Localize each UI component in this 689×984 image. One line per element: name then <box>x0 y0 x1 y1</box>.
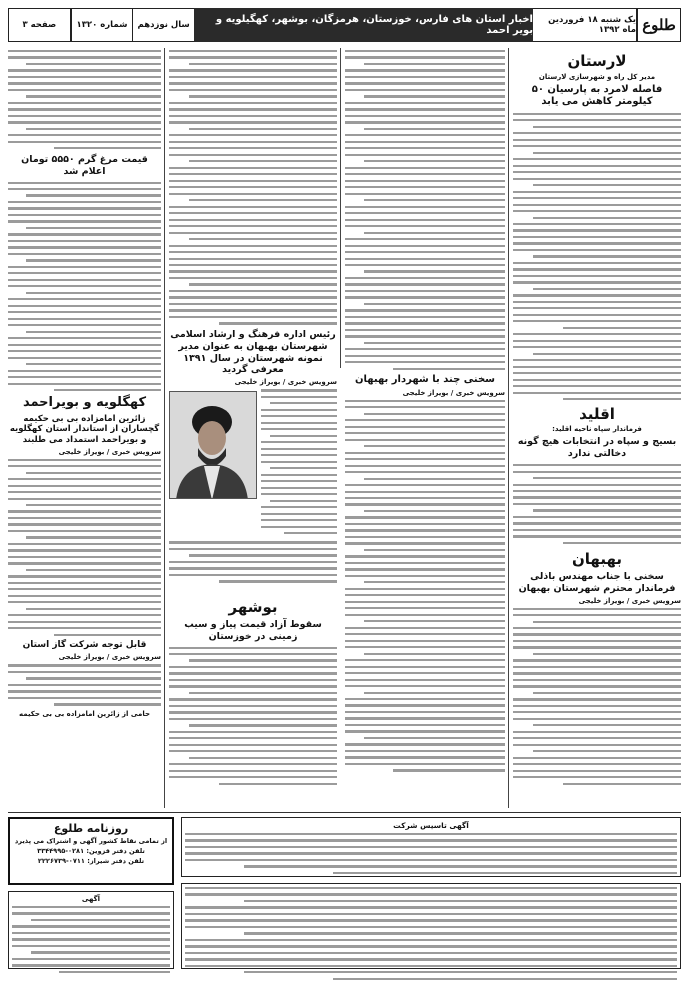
chicken-price-headline: قیمت مرغ گرم ۵۵۵۰ تومان اعلام شد <box>21 153 148 177</box>
issue-year: سال نوزدهم <box>132 8 194 42</box>
endowment-headline <box>169 587 337 588</box>
page-number: صفحه ۳ <box>8 8 71 42</box>
tolou-ad-line1: از تمامی نقاط کشور آگهی و اشتراک می پذیرد <box>14 837 168 845</box>
gas-company-byline: سرویس خبری / بویراز خلیجی <box>58 653 161 662</box>
culture-office-headline: رئیس اداره فرهنگ و ارشاد اسلامی شهرستان بهبهان به عنوان مدیر نمونه شهرستان در سال ۱۳۹۱ معرفی گردید <box>170 328 336 376</box>
newspaper-logo: طلوع <box>637 8 681 42</box>
company-notice-title: آگهی تاسیس شرکت <box>393 821 469 830</box>
larestan-headline: فاصله لامرد به پارسیان ۵۰ کیلومتر کاهش می یابد <box>531 83 663 108</box>
column-rule <box>340 48 341 368</box>
region-title-behbahan: بهبهان <box>572 550 622 569</box>
column-3 <box>169 48 337 588</box>
column-4 <box>8 48 161 808</box>
portrait-figure-icon <box>169 392 256 499</box>
masthead <box>8 8 681 42</box>
company-notice-box <box>181 817 681 877</box>
section-title: اخبار استان های فارس، خوزستان، هرمزگان، بوشهر، کهگیلویه و بویر احمد <box>194 8 533 42</box>
notice-box-2 <box>181 883 681 969</box>
kohgiluyeh-byline: سرویس خبری / بویراز خلیجی <box>58 447 161 456</box>
larestan-article-text <box>513 113 681 401</box>
larestan-subtitle: مدیر کل راه و شهرسازی لارستان <box>538 72 656 81</box>
eghlid-byline: فرماندار سپاه ناحیه اقلید: <box>552 425 642 434</box>
small-ad-box <box>8 891 174 969</box>
gas-company-text <box>8 664 161 705</box>
tolou-subscription-ad <box>8 817 174 885</box>
gas-company-headline: قابل توجه شرکت گاز استان <box>22 640 147 651</box>
tolou-ad-title: روزنامه طلوع <box>53 822 129 835</box>
region-title-larestan: لارستان <box>567 52 627 70</box>
kohgiluyeh-article-text <box>8 459 161 636</box>
column-rule <box>164 48 165 808</box>
bushehr-region-title: بوشهر <box>228 598 278 616</box>
small-ad-text <box>12 906 170 973</box>
eghlid-article-text <box>513 464 681 544</box>
tolou-ad-line2: تلفن دفتر قزوین: ۰۲۸۱-۳۳۴۴۹۹۵ <box>37 847 145 855</box>
culture-article-text-cont <box>169 541 337 582</box>
issue-info <box>8 8 194 42</box>
bushehr-article-text <box>169 647 337 785</box>
eghlid-headline: بسیج و سپاه در انتخابات هیچ گونه دخالتی ندارد <box>517 436 677 460</box>
mayor-byline: سرویس خبری / بویراز خلیجی <box>402 388 505 397</box>
behbahan-mayor-headline: سخنی چند با شهردار بهبهان <box>354 374 496 386</box>
tolou-ad-line3: تلفن دفتر شیراز: ۰۷۱۱-۲۲۲۶۷۳۹ <box>37 857 145 865</box>
bushehr-block <box>169 598 337 808</box>
behbahan-headline: سخنی با جناب مهندس باذلی فرماندار محترم شهرستان بهبهان <box>518 570 676 594</box>
culture-byline: سرویس خبری / بویراز خلیجی <box>234 378 337 387</box>
column-rule <box>508 48 509 808</box>
company-notice-text <box>185 833 677 874</box>
col2-top-text <box>345 50 505 370</box>
newspaper-page <box>8 8 681 976</box>
column-1 <box>513 48 681 808</box>
col4-footer-caption: حامی از زائرین امامزاده بی بی حکیمه <box>19 709 150 718</box>
column-2 <box>345 48 505 808</box>
issue-number: شماره ۱۳۲۰ <box>71 8 133 42</box>
kohgiluyeh-region-title: کهگلویه و بویراحمد <box>22 395 147 411</box>
footer-ads <box>8 812 681 976</box>
behbahan-byline: سرویس خبری / بویراز خلیجی <box>578 596 681 605</box>
culture-article-text <box>261 389 337 538</box>
issue-date: یک شنبه ۱۸ فروردین ماه ۱۳۹۲ <box>533 8 637 42</box>
bushehr-headline: سقوط آزاد قیمت پیاز و سیب زمینی در خوزستان <box>184 618 322 642</box>
col3-top-text <box>169 50 337 325</box>
mayor-article-text <box>345 400 505 772</box>
kohgiluyeh-headline: زائرین امامزاده بی بی حکیمه گچساران از استاندار استان کهگلویه و بویراحمد استمداد می طلبند <box>9 413 160 445</box>
portrait-photo <box>169 391 257 499</box>
small-ad-title: آگهی <box>81 895 101 903</box>
region-title-eghlid: اقلید <box>579 404 615 423</box>
notice-box-2-text <box>185 887 677 984</box>
behbahan-article-text <box>513 608 681 785</box>
col4-top-text <box>8 50 161 149</box>
chicken-price-text <box>8 182 161 392</box>
